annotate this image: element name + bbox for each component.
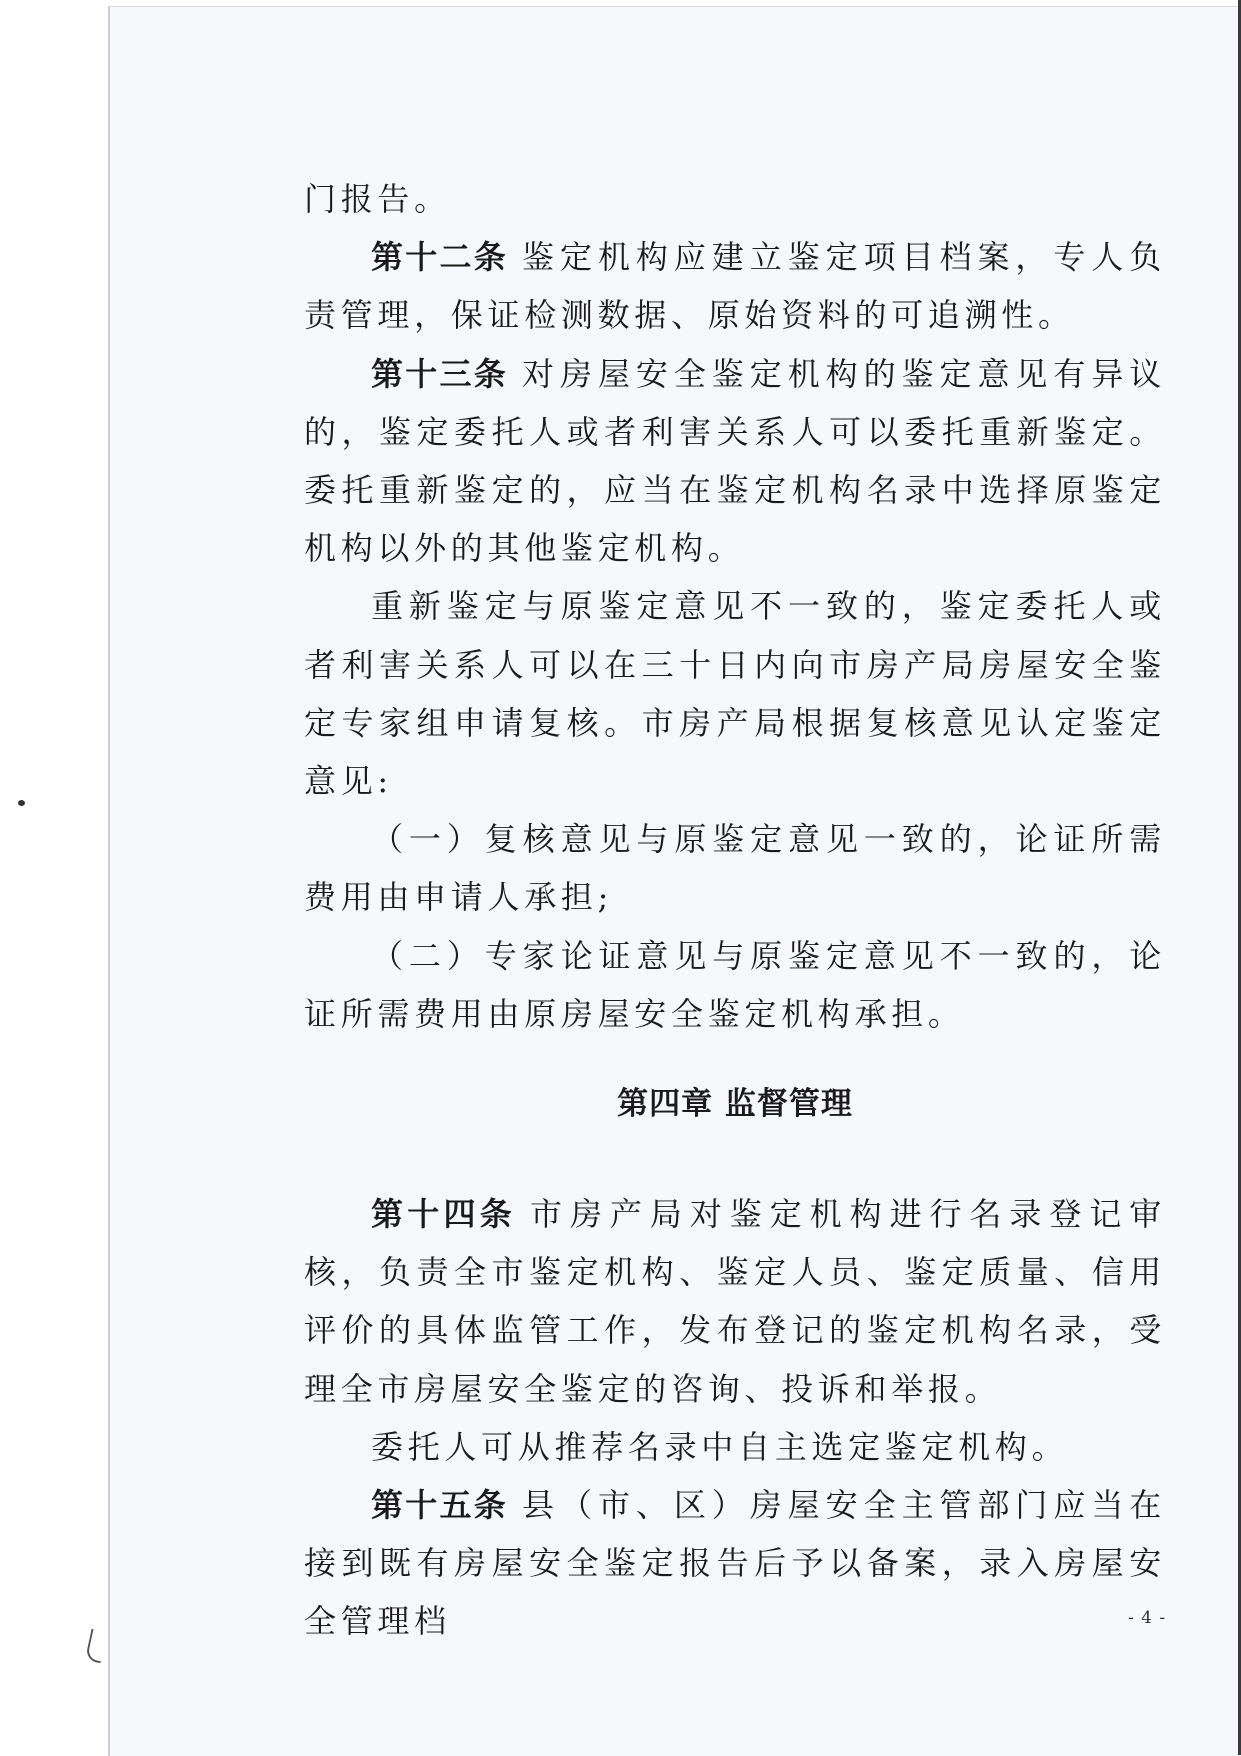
list-item (304, 810, 1166, 926)
paragraph-text: 门报告。 (304, 180, 451, 218)
paragraph-text: 委托人可从推荐名录中自主选定鉴定机构。 (371, 1427, 1069, 1466)
paragraph-text: 重新鉴定与原鉴定意见不一致的，鉴定委托人或者利害关系人可以在三十日内向市房产局房屋安全鉴定专家组申请复核。市房产局根据复核意见认定鉴定意见: (304, 587, 1166, 801)
article-number: 第十五条 (371, 1486, 509, 1525)
paragraph-text: （一）复核意见与原鉴定意见一致的，论证所需费用由申请人承担; (304, 820, 1166, 917)
scan-pen-mark (85, 1629, 107, 1664)
paragraph (304, 577, 1166, 810)
document-body (304, 170, 1166, 1651)
paragraph-text: 市房产局对鉴定机构进行名录登记审核，负责全市鉴定机构、鉴定人员、鉴定质量、信用评价的具体监管工作，发布登记的鉴定机构名录，受理全市房屋安全鉴定的咨询、投诉和举报。 (304, 1195, 1166, 1408)
paragraph-text: 县（市、区）房屋安全主管部门应当在接到既有房屋安全鉴定报告后予以备案，录入房屋安全管理档 (304, 1486, 1166, 1641)
article-number: 第十三条 (371, 354, 509, 393)
page-number: - 4 - (1128, 1608, 1167, 1628)
paragraph (304, 170, 1166, 228)
article-number: 第十二条 (371, 238, 509, 277)
article-15 (304, 1476, 1166, 1651)
paragraph (304, 1418, 1166, 1476)
paragraph-text: 对房屋安全鉴定机构的鉴定意见有异议的，鉴定委托人或者利害关系人可以委托重新鉴定。委托重新鉴定的，应当在鉴定机构名录中选择原鉴定机构以外的其他鉴定机构。 (304, 354, 1166, 568)
list-item (304, 927, 1166, 1043)
paragraph-text: 鉴定机构应建立鉴定项目档案，专人负责管理，保证检测数据、原始资料的可追溯性。 (304, 238, 1166, 335)
article-number: 第十四条 (371, 1195, 517, 1234)
chapter-heading: 第四章 监督管理 (617, 1086, 853, 1123)
article-13 (304, 345, 1166, 578)
article-14 (304, 1185, 1166, 1418)
article-12 (304, 228, 1166, 344)
paragraph-text: （二）专家论证意见与原鉴定意见不一致的，论证所需费用由原房屋安全鉴定机构承担。 (304, 936, 1166, 1033)
scan-speck (18, 800, 25, 806)
